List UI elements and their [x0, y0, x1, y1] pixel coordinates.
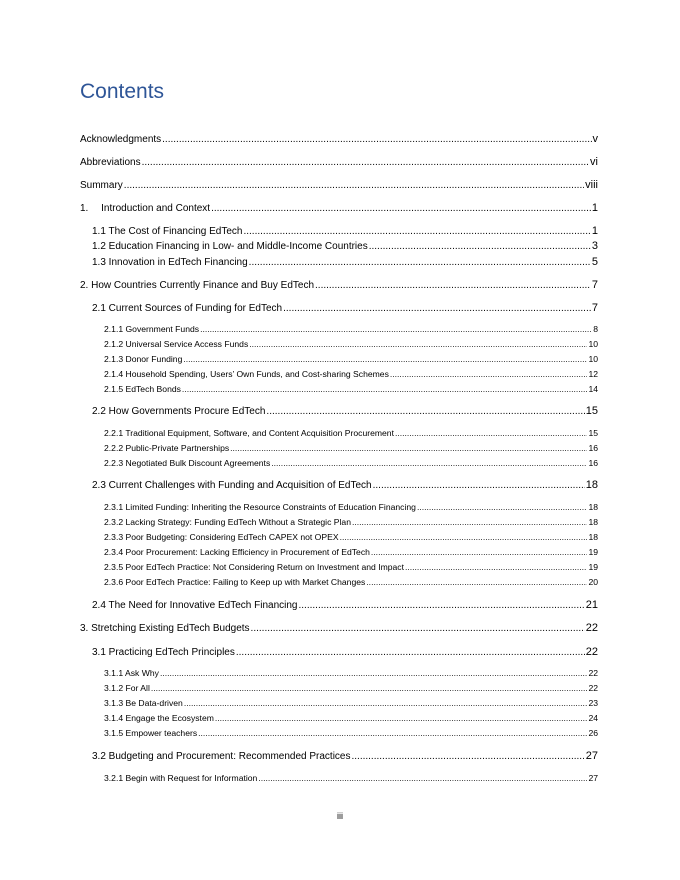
- toc-entry-page: 18: [588, 502, 598, 512]
- toc-entry[interactable]: [104, 354, 598, 364]
- toc-leader-dots: [373, 480, 585, 491]
- toc-entry-label: 2.2.2 Public-Private Partnerships: [104, 443, 230, 453]
- toc-entry-page: 1: [591, 225, 598, 237]
- toc-entry-label: 3.1 Practicing EdTech Principles: [92, 647, 235, 658]
- toc-entry[interactable]: [92, 302, 598, 314]
- toc-entry-page: 5: [591, 256, 598, 268]
- toc-leader-dots: [283, 303, 591, 314]
- toc-entry-label: 1.1 The Cost of Financing EdTech: [92, 226, 243, 237]
- toc-entry-label: 2.1.2 Universal Service Access Funds: [104, 339, 249, 349]
- toc-entry[interactable]: [104, 577, 598, 587]
- toc-entry-page: 15: [588, 428, 598, 438]
- toc-leader-dots: [369, 241, 591, 252]
- toc-leader-dots: [243, 226, 590, 237]
- toc-entry[interactable]: [104, 547, 598, 557]
- toc-entry[interactable]: [104, 773, 598, 783]
- toc-entry-page: 23: [588, 698, 598, 708]
- toc-entry[interactable]: [80, 202, 598, 214]
- toc-entry-page: 10: [588, 354, 598, 364]
- toc-entry-label: Summary: [80, 180, 123, 191]
- toc-entry[interactable]: [92, 256, 598, 268]
- toc-entry-page: 22: [585, 622, 598, 634]
- toc-entry-label: 2.3.2 Lacking Strategy: Funding EdTech Without a Strategic Plan: [104, 517, 351, 527]
- toc-entry-page: 7: [591, 279, 598, 291]
- toc-leader-dots: [271, 458, 587, 468]
- toc-entry-label: 2.1.4 Household Spending, Users’ Own Funds, and Cost-sharing Schemes: [104, 369, 389, 379]
- toc-entry-label: 2. How Countries Currently Finance and Buy EdTech: [80, 280, 315, 291]
- toc-leader-dots: [249, 339, 587, 349]
- toc-entry-label: 2.1.5 EdTech Bonds: [104, 384, 181, 394]
- toc-leader-dots: [417, 502, 587, 512]
- toc-leader-dots: [160, 668, 588, 678]
- toc-leader-dots: [236, 647, 585, 658]
- toc-entry-page: vi: [590, 156, 598, 168]
- toc-leader-dots: [351, 751, 584, 762]
- toc-leader-dots: [340, 532, 588, 542]
- toc-entry-page: 18: [585, 479, 598, 491]
- toc-entry-label: 2.2.3 Negotiated Bulk Discount Agreements: [104, 458, 271, 468]
- toc-leader-dots: [211, 203, 591, 214]
- toc-entry-label: 2.2 How Governments Procure EdTech: [92, 406, 266, 417]
- toc-entry[interactable]: [104, 458, 598, 468]
- toc-entry-label: 2.1.3 Donor Funding: [104, 354, 183, 364]
- toc-entry[interactable]: [80, 622, 598, 634]
- toc-entry-label: 3.1.1 Ask Why: [104, 668, 159, 678]
- toc-leader-dots: [299, 600, 585, 611]
- toc-leader-dots: [230, 443, 587, 453]
- toc-entry[interactable]: [104, 713, 598, 723]
- toc-entry[interactable]: [92, 405, 598, 417]
- toc-entry-page: 26: [588, 728, 598, 738]
- toc-entry-page: 22: [588, 683, 598, 693]
- toc-entry-label: Abbreviations: [80, 157, 141, 168]
- toc-leader-dots: [395, 428, 587, 438]
- toc-entry[interactable]: [92, 479, 598, 491]
- toc-entry-page: 8: [593, 324, 598, 334]
- toc-entry-page: 3: [591, 240, 598, 252]
- page-number: iii: [337, 811, 343, 821]
- toc-leader-dots: [371, 547, 588, 557]
- toc-leader-dots: [182, 384, 588, 394]
- toc-entry[interactable]: [92, 750, 598, 762]
- toc-entry-page: v: [592, 133, 598, 145]
- toc-entry-label: 1.3 Innovation in EdTech Financing: [92, 257, 248, 268]
- toc-leader-dots: [258, 773, 587, 783]
- toc-entry-page: 19: [588, 547, 598, 557]
- toc-entry-page: 14: [588, 384, 598, 394]
- toc-entry-label: 3.2.1 Begin with Request for Information: [104, 773, 258, 783]
- toc-entry[interactable]: [104, 532, 598, 542]
- toc-entry-page: 24: [588, 713, 598, 723]
- toc-entry-label: 2.3.1 Limited Funding: Inheriting the Resource Constraints of Education Financing: [104, 502, 416, 512]
- toc-entry[interactable]: [92, 240, 598, 252]
- toc-entry-label: 2.2.1 Traditional Equipment, Software, and Content Acquisition Procurement: [104, 428, 394, 438]
- toc-entry[interactable]: [104, 428, 598, 438]
- toc-entry-label: 2.3.4 Poor Procurement: Lacking Efficiency in Procurement of EdTech: [104, 547, 370, 557]
- toc-entry-label: 2.3.6 Poor EdTech Practice: Failing to Keep up with Market Changes: [104, 577, 366, 587]
- toc-entry[interactable]: [92, 599, 598, 611]
- toc-entry[interactable]: [104, 698, 598, 708]
- toc-entry-page: 7: [591, 302, 598, 314]
- toc-leader-dots: [366, 577, 587, 587]
- toc-leader-dots: [151, 683, 588, 693]
- toc-entry-label: 1.2 Education Financing in Low- and Middle-Income Countries: [92, 241, 368, 252]
- toc-entry[interactable]: [104, 728, 598, 738]
- toc-entry[interactable]: [104, 562, 598, 572]
- toc-entry-label: 2.3.5 Poor EdTech Practice: Not Considering Return on Investment and Impact: [104, 562, 404, 572]
- toc-entry[interactable]: [104, 369, 598, 379]
- toc-entry-page: 20: [588, 577, 598, 587]
- toc-entry-label: 3.2 Budgeting and Procurement: Recommended Practices: [92, 751, 351, 762]
- toc-leader-dots: [142, 157, 589, 168]
- toc-leader-dots: [249, 257, 591, 268]
- toc-entry[interactable]: [104, 443, 598, 453]
- toc-entry[interactable]: [80, 279, 598, 291]
- toc-entry-page: 10: [588, 339, 598, 349]
- toc-leader-dots: [352, 517, 587, 527]
- toc-entry[interactable]: [80, 179, 598, 191]
- toc-leader-dots: [124, 180, 584, 191]
- toc-entry-page: 19: [588, 562, 598, 572]
- toc-leader-dots: [198, 728, 587, 738]
- toc-entry[interactable]: [92, 646, 598, 658]
- toc-leader-dots: [162, 134, 591, 145]
- toc-entry-page: 22: [588, 668, 598, 678]
- page-title: Contents: [80, 80, 165, 103]
- toc-entry-label: 2.3 Current Challenges with Funding and Acquisition of EdTech: [92, 480, 372, 491]
- toc-entry-page: 1: [591, 202, 598, 214]
- toc-entry-label: 3.1.3 Be Data-driven: [104, 698, 183, 708]
- toc-entry-label: 3.1.4 Engage the Ecosystem: [104, 713, 214, 723]
- toc-entry-label: 3.1.2 For All: [104, 683, 150, 693]
- toc-entry-page: 27: [585, 750, 598, 762]
- toc-leader-dots: [251, 623, 585, 634]
- toc-entry-label: 1. Introduction and Context: [80, 203, 211, 214]
- toc-entry-label: 3.1.5 Empower teachers: [104, 728, 198, 738]
- toc-entry-label: 2.3.3 Poor Budgeting: Considering EdTech CAPEX not OPEX: [104, 532, 339, 542]
- toc-entry-label: Acknowledgments: [80, 134, 162, 145]
- toc-entry-page: 22: [585, 646, 598, 658]
- toc-entry[interactable]: [104, 683, 598, 693]
- toc-entry[interactable]: [104, 517, 598, 527]
- toc-entry-label: 2.1 Current Sources of Funding for EdTech: [92, 303, 283, 314]
- toc-entry-page: 16: [588, 443, 598, 453]
- toc-leader-dots: [200, 324, 592, 334]
- toc-entry[interactable]: [104, 668, 598, 678]
- toc-leader-dots: [405, 562, 587, 572]
- toc-leader-dots: [184, 698, 588, 708]
- toc-entry[interactable]: [104, 384, 598, 394]
- toc-entry-page: 18: [588, 532, 598, 542]
- toc-entry-label: 3. Stretching Existing EdTech Budgets: [80, 623, 250, 634]
- toc-entry-page: 16: [588, 458, 598, 468]
- toc-entry-page: 12: [588, 369, 598, 379]
- toc-entry[interactable]: [104, 339, 598, 349]
- toc-leader-dots: [183, 354, 587, 364]
- toc-leader-dots: [215, 713, 588, 723]
- toc-entry-label: 2.1.1 Government Funds: [104, 324, 200, 334]
- toc-entry-page: 27: [588, 773, 598, 783]
- toc-entry-page: 21: [585, 599, 598, 611]
- toc-entry-label: 2.4 The Need for Innovative EdTech Financing: [92, 600, 298, 611]
- toc-entry[interactable]: [92, 225, 598, 237]
- toc-entry[interactable]: [80, 133, 598, 145]
- toc-leader-dots: [390, 369, 588, 379]
- toc-entry-page: 18: [588, 517, 598, 527]
- toc-entry[interactable]: [104, 324, 598, 334]
- toc-entry[interactable]: [80, 156, 598, 168]
- toc-leader-dots: [315, 280, 591, 291]
- toc-entry-page: 15: [585, 405, 598, 417]
- toc-entry[interactable]: [104, 502, 598, 512]
- toc-leader-dots: [266, 406, 584, 417]
- toc-entry-page: viii: [585, 179, 598, 191]
